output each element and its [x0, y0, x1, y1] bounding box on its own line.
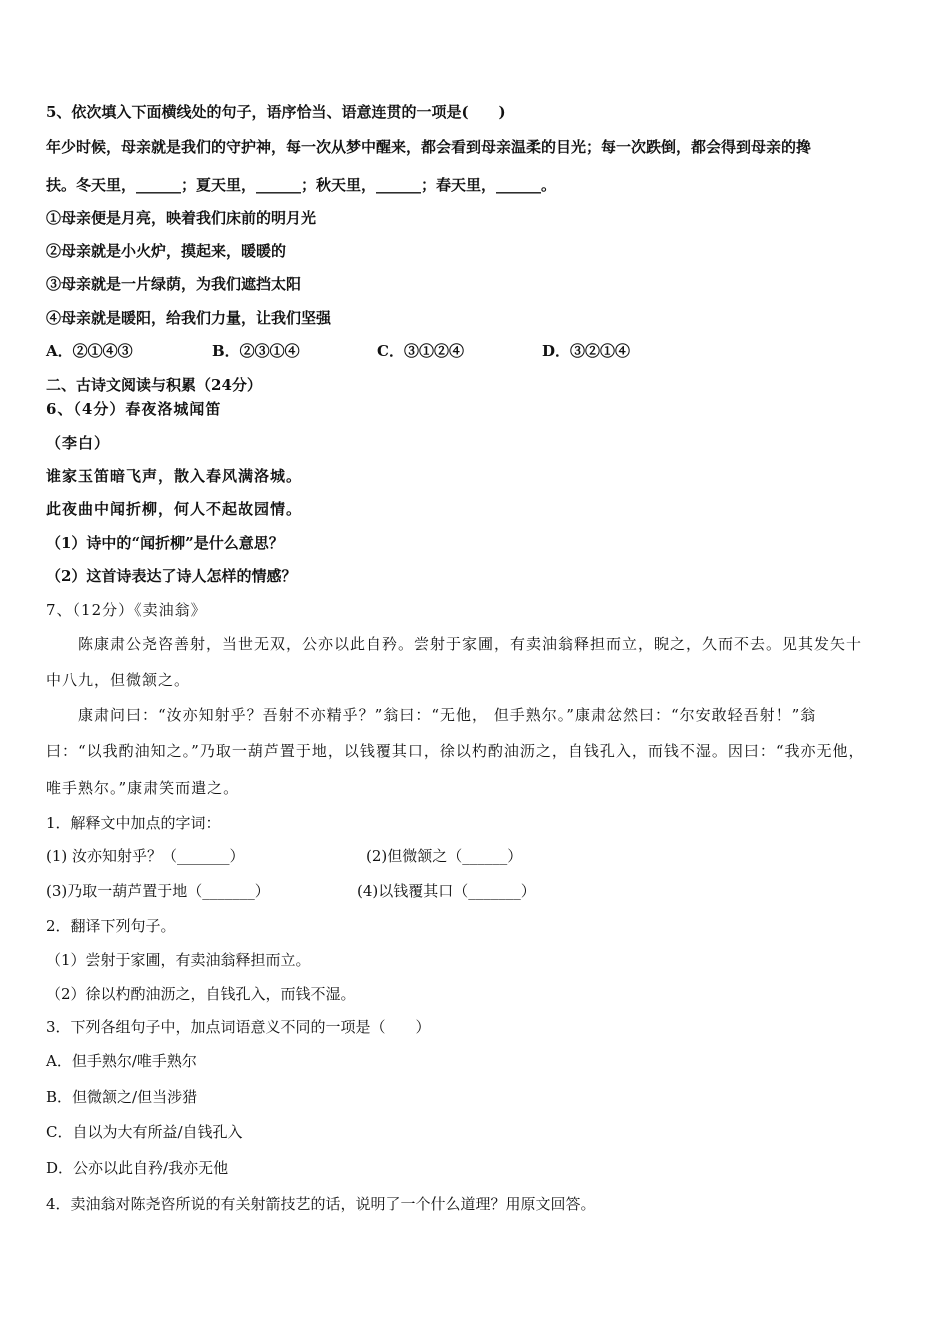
q7-sub3-option-d: D．公亦以此自矜/我亦无他: [46, 1159, 229, 1177]
q7-sub1-item-1: (1) 汝亦知射乎？（_______）: [46, 847, 245, 865]
q5-passage-line1: 年少时候，母亲就是我们的守护神，每一次从梦中醒来，都会看到母亲温柔的目光；每一次跌倒，都会得到母亲的搀: [46, 138, 812, 156]
q5-passage-line2: 扶。冬天里，______；夏天里，______；秋天里，______；春天里，______。: [46, 176, 557, 194]
q7-sub3-option-a: A．但手熟尔/唯手熟尔: [46, 1052, 197, 1070]
q7-sub2-item-1: （1）尝射于家圃，有卖油翁释担而立。: [46, 951, 311, 969]
q7-sub1-title: 1．解释文中加点的字词：: [46, 814, 221, 832]
section-2-heading: 二、古诗文阅读与积累（24分）: [46, 376, 262, 394]
q7-title: 7、（12分）《卖油翁》: [46, 601, 207, 619]
q5-option-b: B．②③①④: [212, 342, 300, 360]
q7-sub3-option-b: B．但微颔之/但当涉猎: [46, 1088, 198, 1106]
q7-text-line3: 康肃问曰：“汝亦知射乎？吾射不亦精乎？”翁曰：“无他， 但手熟尔。”康肃忿然曰：“尔安敢轻吾射！”翁: [78, 706, 817, 724]
q7-text-line4: 曰：“以我酌油知之。”乃取一葫芦置于地，以钱覆其口，徐以杓酌油沥之，自钱孔入，而钱不湿。因曰：“我亦无他，: [46, 742, 865, 760]
q5-sentence-1: ①母亲便是月亮，映着我们床前的明月光: [46, 209, 317, 227]
q6-poem-line1: 谁家玉笛暗飞声，散入春风满洛城。: [46, 467, 303, 485]
q7-sub3-option-c: C．自以为大有所益/自钱孔入: [46, 1123, 243, 1141]
q5-sentence-4: ④母亲就是暖阳，给我们力量，让我们坚强: [46, 309, 332, 327]
q6-author: （李白）: [46, 434, 111, 452]
q7-sub1-item-2: (2)但微颔之（______）: [366, 847, 523, 865]
q7-sub4-title: 4．卖油翁对陈尧咨所说的有关射箭技艺的话，说明了一个什么道理？用原文回答。: [46, 1195, 596, 1213]
q5-option-d: D．③②①④: [542, 342, 631, 360]
q6-poem-line2: 此夜曲中闻折柳，何人不起故园情。: [46, 500, 303, 518]
q5-sentence-3: ③母亲就是一片绿荫，为我们遮挡太阳: [46, 275, 302, 293]
q5-title: 5、依次填入下面横线处的句子，语序恰当、语意连贯的一项是( ): [46, 103, 506, 121]
q7-sub2-item-2: （2）徐以杓酌油沥之，自钱孔入，而钱不湿。: [46, 985, 356, 1003]
q5-sentence-2: ②母亲就是小火炉，摸起来，暖暖的: [46, 242, 287, 260]
q5-option-a: A．②①④③: [46, 342, 133, 360]
q7-text-line5: 唯手熟尔。”康肃笑而遣之。: [46, 779, 240, 797]
q6-subquestion-1: （1）诗中的“闻折柳”是什么意思？: [46, 534, 284, 552]
q7-text-line1: 陈康肃公尧咨善射，当世无双，公亦以此自矜。尝射于家圃，有卖油翁释担而立，睨之，久而不去。见其发矢十: [78, 635, 863, 653]
q7-text-line2: 中八九，但微颔之。: [46, 671, 191, 689]
q6-title: 6、（4分）春夜洛城闻笛: [46, 400, 222, 418]
q5-option-c: C．③①②④: [377, 342, 464, 360]
q6-subquestion-2: （2）这首诗表达了诗人怎样的情感？: [46, 567, 297, 585]
q7-sub3-title: 3．下列各组句子中，加点词语意义不同的一项是（ ）: [46, 1018, 431, 1036]
q7-sub2-title: 2．翻译下列句子。: [46, 917, 176, 935]
q7-sub1-item-3: (3)乃取一葫芦置于地（_______）: [46, 882, 270, 900]
q7-sub1-item-4: (4)以钱覆其口（_______）: [357, 882, 536, 900]
